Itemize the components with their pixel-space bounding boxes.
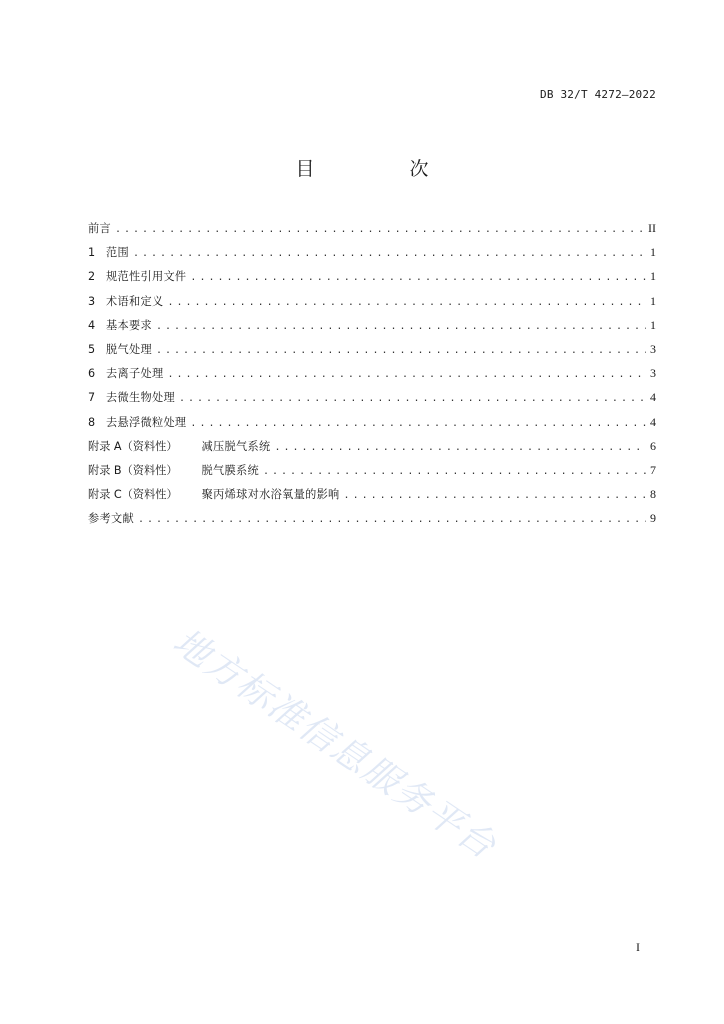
dot-leader (167, 363, 646, 387)
standard-number: DB 32/T 4272—2022 (540, 88, 656, 101)
dot-leader (167, 291, 646, 315)
toc-entry-page: 3 (650, 366, 656, 381)
toc-entry-label: 减压脱气系统 (201, 439, 271, 453)
toc-entry-label: 聚丙烯球对水浴氧量的影响 (201, 488, 340, 502)
dot-leader (133, 242, 646, 266)
dot-leader (344, 484, 646, 508)
toc-entry-appendix-label: 附录 A（资料性） (88, 439, 178, 453)
toc-entry-appendix-label: 附录 C（资料性） (88, 488, 178, 502)
dot-leader (115, 218, 644, 242)
toc-entry-page: 4 (650, 414, 656, 429)
toc-entry-appendix[interactable] (88, 458, 656, 482)
toc-entry[interactable] (88, 337, 656, 361)
toc-entry-label: 规范性引用文件 (106, 270, 187, 284)
toc-entry-number: 4 (88, 318, 96, 332)
dot-leader (190, 266, 646, 290)
toc-entry-page: 8 (650, 487, 656, 502)
toc-entry[interactable] (88, 264, 656, 288)
dot-leader (156, 315, 646, 339)
toc-entry-label: 去微生物处理 (106, 391, 175, 405)
page-number: I (636, 940, 640, 954)
toc-entry-page: II (648, 221, 656, 235)
toc-entry-page: 1 (650, 317, 656, 332)
watermark: 地方标准信息服务平台 (165, 621, 504, 868)
toc-entry-number: 5 (88, 342, 96, 356)
toc-entry[interactable] (88, 410, 656, 434)
toc-entry-page: 7 (650, 462, 656, 477)
toc-entry-label: 术语和定义 (106, 294, 164, 308)
dot-leader (190, 412, 646, 436)
toc-entry[interactable] (88, 361, 656, 385)
page-title: 目 次 (295, 158, 467, 180)
toc-entry-number: 6 (88, 367, 96, 381)
dot-leader (156, 339, 646, 363)
toc-entry[interactable] (88, 240, 656, 264)
toc-entry-page: 4 (650, 390, 656, 405)
toc-entry-page: 6 (650, 438, 656, 453)
toc-entry-label: 参考文献 (88, 512, 134, 526)
toc-entry-page: 1 (650, 269, 656, 284)
dot-leader (274, 436, 646, 460)
toc-entry[interactable] (88, 385, 656, 409)
toc-entry-number: 3 (88, 294, 96, 308)
toc-entry-page: 1 (650, 293, 656, 308)
toc-entry-number: 8 (88, 415, 96, 429)
dot-leader (179, 387, 646, 411)
toc-entry-label: 去悬浮微粒处理 (106, 415, 187, 429)
toc-entry-number: 2 (88, 270, 96, 284)
toc-entry-label: 脱气膜系统 (201, 463, 259, 477)
toc-entry[interactable] (88, 313, 656, 337)
toc-entry-label: 前言 (88, 222, 111, 235)
toc-entry-label: 范围 (106, 246, 129, 260)
dot-leader (138, 508, 646, 532)
toc-entry[interactable] (88, 216, 656, 240)
toc-entry-appendix[interactable] (88, 434, 656, 458)
toc-entry-label: 去离子处理 (106, 367, 164, 381)
toc-entry-label: 基本要求 (106, 318, 152, 332)
toc-entry-page: 9 (650, 511, 656, 526)
table-of-contents (88, 216, 656, 530)
toc-entry[interactable] (88, 506, 656, 530)
toc-entry-number: 1 (88, 246, 96, 260)
dot-leader (263, 460, 646, 484)
toc-entry-label: 脱气处理 (106, 342, 152, 356)
toc-entry-appendix-label: 附录 B（资料性） (88, 463, 178, 477)
toc-entry-page: 3 (650, 341, 656, 356)
toc-entry-appendix[interactable] (88, 482, 656, 506)
toc-entry-page: 1 (650, 245, 656, 260)
toc-entry[interactable] (88, 289, 656, 313)
toc-entry-number: 7 (88, 391, 96, 405)
